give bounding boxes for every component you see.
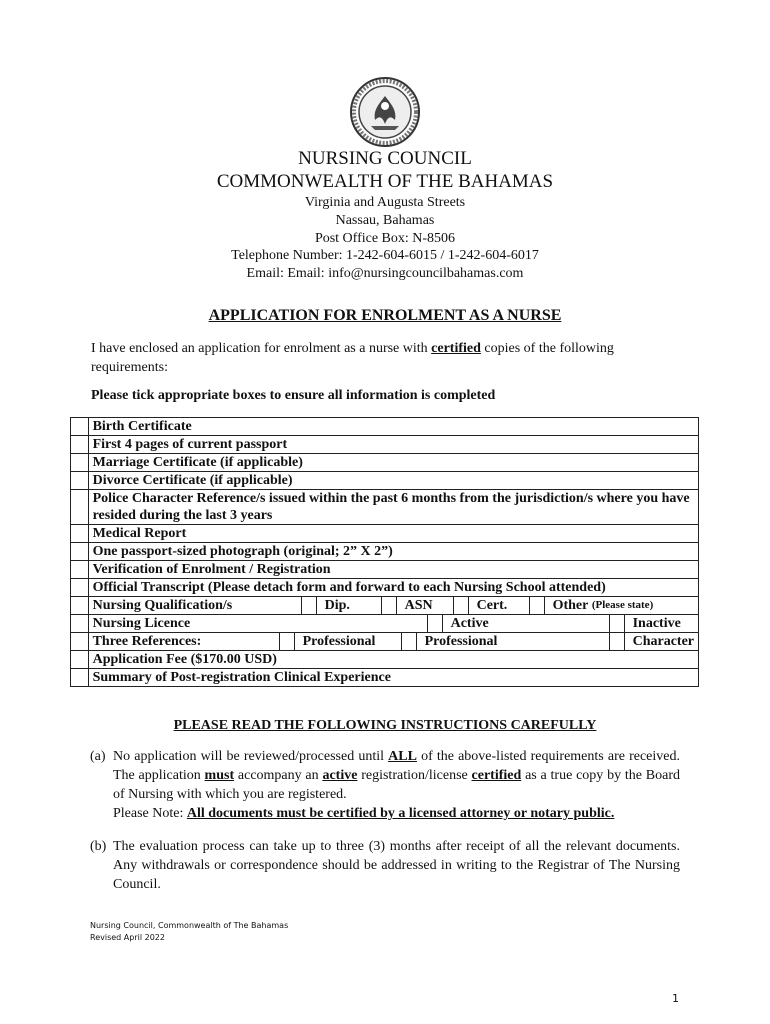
emphasis-active: active <box>322 768 358 783</box>
page-number: 1 <box>672 992 679 1005</box>
instruction-a-part: No application will be reviewed/processed until <box>113 749 389 764</box>
checkbox-professional-2[interactable] <box>401 633 417 650</box>
requirements-checklist <box>70 417 699 687</box>
table-row <box>71 543 699 561</box>
checkbox-active[interactable] <box>427 615 443 632</box>
refs-character: Character <box>632 634 694 649</box>
please-note-text: All documents must be certified by a licensed attorney or notary public. <box>186 806 615 821</box>
footer-revision: Revised April 2022 <box>90 933 165 942</box>
licence-label: Nursing Licence <box>92 616 191 631</box>
req-verification: Verification of Enrolment / Registration <box>88 561 698 579</box>
checkbox-passport[interactable] <box>71 436 89 454</box>
req-qualifications <box>88 597 698 615</box>
instruction-a-part: registration/license <box>357 768 472 783</box>
address-po-box: Post Office Box: N-8506 <box>314 231 456 246</box>
instruction-a-part: accompany an <box>234 768 323 783</box>
qual-label: Nursing Qualification/s <box>92 598 233 613</box>
emphasis-certified: certified <box>471 768 522 783</box>
tick-instruction: Please tick appropriate boxes to ensure all information is completed <box>91 388 496 403</box>
checkbox-police[interactable] <box>71 490 89 525</box>
checkbox-character[interactable] <box>609 633 625 650</box>
checkbox-photo[interactable] <box>71 543 89 561</box>
instruction-a-part: as a true copy by the Board of Nursing with which you are registered. <box>113 768 680 802</box>
checkbox-fee[interactable] <box>71 651 89 669</box>
checkbox-summary[interactable] <box>71 669 89 687</box>
qual-dip: Dip. <box>324 598 350 613</box>
qual-other <box>553 597 654 614</box>
req-transcript: Official Transcript (Please detach form and forward to each Nursing School attended) <box>88 579 698 597</box>
intro-text-before: I have enclosed an application for enrolment as a nurse with <box>91 341 432 356</box>
req-references <box>88 633 698 651</box>
qual-other-label: Other <box>552 598 589 613</box>
req-divorce-certificate: Divorce Certificate (if applicable) <box>88 472 698 490</box>
checkbox-references[interactable] <box>71 633 89 651</box>
table-row <box>71 418 699 436</box>
address-city: Nassau, Bahamas <box>335 213 435 228</box>
org-name-line2: COMMONWEALTH OF THE BAHAMAS <box>216 171 554 192</box>
checkbox-professional-1[interactable] <box>279 633 295 650</box>
checkbox-inactive[interactable] <box>609 615 625 632</box>
qual-asn: ASN <box>404 598 433 613</box>
intro-text-after: copies of the following requirements: <box>91 341 614 375</box>
instruction-a-text <box>113 747 680 823</box>
checkbox-birth-certificate[interactable] <box>71 418 89 436</box>
instruction-b <box>90 837 680 894</box>
checkbox-qualifications[interactable] <box>71 597 89 615</box>
checkbox-marriage[interactable] <box>71 454 89 472</box>
council-seal-logo <box>349 76 421 148</box>
licence-inactive: Inactive <box>632 616 681 631</box>
checkbox-divorce[interactable] <box>71 472 89 490</box>
checkbox-transcript[interactable] <box>71 579 89 597</box>
table-row <box>71 597 699 615</box>
qual-other-note: (Please state) <box>591 599 654 611</box>
req-clinical-summary: Summary of Post-registration Clinical Experience <box>88 669 698 687</box>
footer-org: Nursing Council, Commonwealth of The Bahamas <box>90 921 289 930</box>
table-row <box>71 633 699 651</box>
table-row <box>71 436 699 454</box>
table-row <box>71 669 699 687</box>
req-photograph: One passport-sized photograph (original; 2” X 2”) <box>88 543 698 561</box>
email: Email: Email: info@nursingcouncilbahamas.com <box>246 266 524 281</box>
table-row <box>71 472 699 490</box>
checkbox-verification[interactable] <box>71 561 89 579</box>
table-row <box>71 651 699 669</box>
checkbox-medical[interactable] <box>71 525 89 543</box>
address-street: Virginia and Augusta Streets <box>304 195 466 210</box>
intro-emphasis: certified <box>431 341 481 356</box>
req-police-reference: Police Character Reference/s issued within the past 6 months from the jurisdiction/s where you have resided during the last 3 years <box>88 490 698 525</box>
table-row <box>71 579 699 597</box>
instruction-a-part: of the above-listed requirements are received. The application <box>113 749 680 783</box>
emphasis-must: must <box>204 768 235 783</box>
emphasis-all: ALL <box>388 749 417 764</box>
checkbox-licence[interactable] <box>71 615 89 633</box>
checkbox-other[interactable] <box>529 597 545 614</box>
qual-cert: Cert. <box>476 598 508 613</box>
instructions-title: PLEASE READ THE FOLLOWING INSTRUCTIONS CAREFULLY <box>173 718 597 733</box>
document-title: APPLICATION FOR ENROLMENT AS A NURSE <box>208 307 562 324</box>
instruction-b-text: The evaluation process can take up to three (3) months after receipt of all the relevant documents. Any withdrawals or correspondence should be addressed in writing to the Registrar of The Nursing Council. <box>113 839 680 892</box>
refs-label: Three References: <box>92 634 202 649</box>
telephone: Telephone Number: 1-242-604-6015 / 1-242-604-6017 <box>231 248 539 263</box>
checkbox-dip[interactable] <box>301 597 317 614</box>
intro-paragraph <box>91 339 681 377</box>
req-medical-report: Medical Report <box>88 525 698 543</box>
req-application-fee: Application Fee ($170.00 USD) <box>88 651 698 669</box>
please-note-label: Please Note: <box>113 806 187 821</box>
table-row <box>71 525 699 543</box>
refs-professional-1: Professional <box>302 634 376 649</box>
checkbox-asn[interactable] <box>381 597 397 614</box>
instruction-a <box>90 747 680 823</box>
instruction-b-label: (b) <box>90 839 107 854</box>
req-marriage-certificate: Marriage Certificate (if applicable) <box>88 454 698 472</box>
licence-active: Active <box>450 616 489 631</box>
checkbox-cert[interactable] <box>453 597 469 614</box>
org-name-line1: NURSING COUNCIL <box>298 148 472 169</box>
instruction-a-label: (a) <box>90 749 106 764</box>
table-row <box>71 454 699 472</box>
table-row <box>71 490 699 525</box>
req-passport: First 4 pages of current passport <box>88 436 698 454</box>
req-licence <box>88 615 698 633</box>
table-row <box>71 561 699 579</box>
table-row <box>71 615 699 633</box>
refs-professional-2: Professional <box>424 634 498 649</box>
req-birth-certificate: Birth Certificate <box>88 418 698 436</box>
